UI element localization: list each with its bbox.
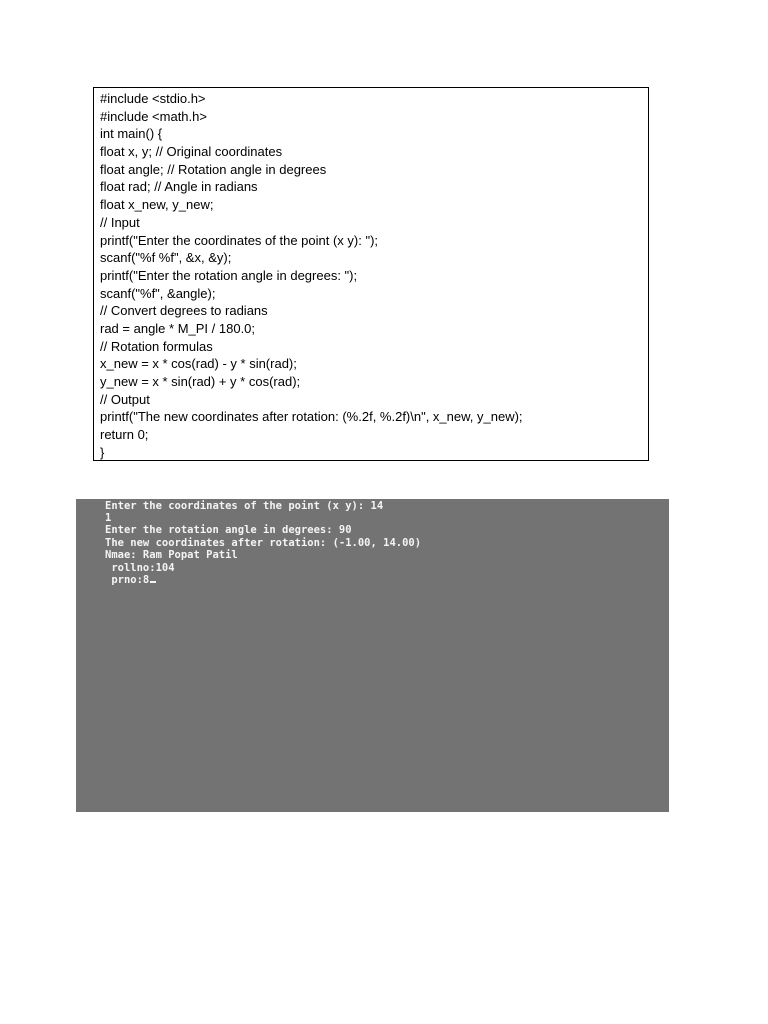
- console-line: Enter the rotation angle in degrees: 90: [105, 524, 352, 536]
- console-line-last: [105, 574, 156, 586]
- text-cursor-icon: [150, 581, 156, 583]
- code-line: // Input: [100, 214, 140, 230]
- code-line: printf("Enter the rotation angle in degrees: ");: [100, 267, 358, 283]
- code-line: float x, y; // Original coordinates: [100, 144, 283, 160]
- code-line: float x_new, y_new;: [100, 197, 214, 213]
- code-line: scanf("%f", &angle);: [100, 285, 216, 301]
- code-line: // Convert degrees to radians: [100, 303, 268, 319]
- code-line: #include <math.h>: [100, 108, 207, 124]
- console-line: The new coordinates after rotation: (-1.00, 14.00): [105, 537, 422, 549]
- code-line: scanf("%f %f", &x, &y);: [100, 250, 232, 266]
- console-line-text: prno:8: [105, 574, 150, 586]
- code-line: float angle; // Rotation angle in degrees: [100, 161, 327, 177]
- code-line: // Rotation formulas: [100, 338, 213, 354]
- code-line: // Output: [100, 391, 150, 407]
- console-line: Nmae: Ram Popat Patil: [105, 549, 238, 561]
- console-line: Enter the coordinates of the point (x y): 14: [105, 500, 384, 512]
- code-line: }: [100, 444, 105, 460]
- console-output-screenshot: [76, 499, 669, 812]
- console-line: rollno:104: [105, 562, 175, 574]
- code-line: x_new = x * cos(rad) - y * sin(rad);: [100, 356, 297, 372]
- code-line: float rad; // Angle in radians: [100, 179, 258, 195]
- console-line: 1: [105, 512, 112, 524]
- code-line: rad = angle * M_PI / 180.0;: [100, 320, 256, 336]
- code-line: printf("The new coordinates after rotation: (%.2f, %.2f)\n", x_new, y_new);: [100, 409, 523, 425]
- code-listing: [93, 87, 649, 461]
- code-line: y_new = x * sin(rad) + y * cos(rad);: [100, 374, 301, 389]
- code-line: printf("Enter the coordinates of the point (x y): ");: [100, 232, 379, 248]
- code-line: int main() {: [100, 126, 163, 142]
- code-line: #include <stdio.h>: [100, 91, 206, 106]
- code-line: return 0;: [100, 427, 149, 443]
